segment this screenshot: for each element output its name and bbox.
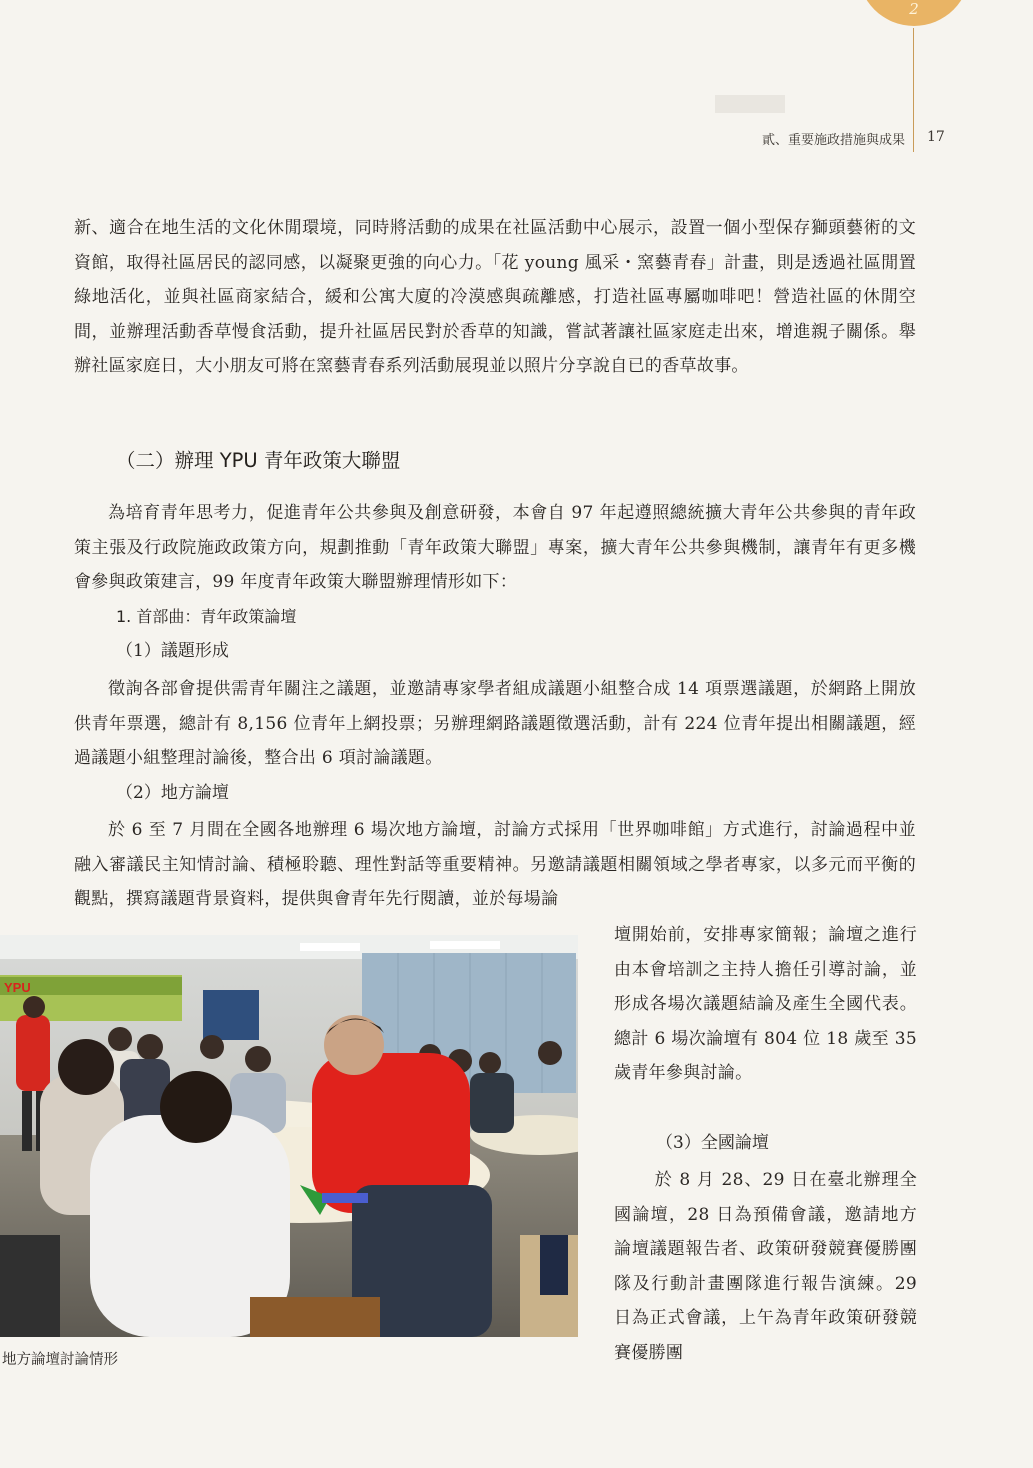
show-through-mark [715, 95, 785, 113]
sub2-paragraph: 於 6 至 7 月間在全國各地辦理 6 場次地方論壇，討論方式採用「世界咖啡館」方式進行，討論過程中並融入審議民主知情討論、積極聆聽、理性對話等重要精神。另邀請議題相關領域之學者專家，以多元而平衡的觀點，撰寫議題背景資料，提供與會青年先行閱讀，並於每場論 [74, 820, 916, 909]
part1-title: 1. 首部曲：青年政策論壇 [116, 607, 297, 626]
sub1-paragraph: 徵詢各部會提供需青年關注之議題，並邀請專家學者組成議題小組整合成 14 項票選議題，於網路上開放供青年票選，總計有 8,156 位青年上網投票；另辦理網路議題徵選活動，計有 224 位青年提出相關議題，經過議題小組整理討論後，整合出 6 項討論議題。 [74, 679, 916, 768]
sub2-title: （2）地方論壇 [116, 783, 229, 803]
sub3-title: （3）全國論壇 [656, 1133, 769, 1153]
banner-text: YPU [4, 980, 31, 995]
chapter-number: 2 [909, 0, 919, 18]
intro-paragraph: 新、適合在地生活的文化休閒環境，同時將活動的成果在社區活動中心展示，設置一個小型保存獅頭藝術的文資館，取得社區居民的認同感，以凝聚更強的向心力。「花 young 風采・窯藝青春」計畫，則是透過社區閒置綠地活化，並與社區商家結合，緩和公寓大廈的冷漠感與疏離感，打造社區專屬咖啡吧！營造社區的休閒空間，並辦理活動香草慢食活動，提升社區居民對於香草的知識，嘗試著讓社區家庭走出來，增進親子關係。舉辦社區家庭日，大小朋友可將在窯藝青春系列活動展現並以照片分享說自已的香草故事。 [74, 218, 916, 376]
section-heading: （二）辦理 YPU 青年政策大聯盟 [116, 449, 401, 472]
photo-caption: 地方論壇討論情形 [2, 1352, 118, 1368]
running-header: 貳、重要施政措施與成果 [761, 133, 905, 148]
forum-photo [0, 935, 578, 1337]
sub2-continuation: 壇開始前，安排專家簡報；論壇之進行由本會培訓之主持人擔任引導討論，並形成各場次議題結論及產生全國代表。總計 6 場次論壇有 804 位 18 歲至 35 歲青年參與討論。 [614, 925, 917, 1083]
header-divider [913, 28, 914, 152]
wall-board [203, 990, 259, 1040]
sub3-paragraph: 於 8 月 28、29 日在臺北辦理全國論壇，28 日為預備會議，邀請地方論壇議題報告者、政策研發競賽優勝團隊及行動計畫團隊進行報告演練。29 日為正式會議，上午為青年政策研發競賽優勝團 [614, 1170, 917, 1363]
chapter-tab [858, 0, 970, 26]
ypu-intro-paragraph: 為培育青年思考力，促進青年公共參與及創意研發，本會自 97 年起遵照總統擴大青年公共參與的青年政策主張及行政院施政政策方向，規劃推動「青年政策大聯盟」專案，擴大青年公共參與機制，讓青年有更多機會參與政策建言，99 年度青年政策大聯盟辦理情形如下： [74, 503, 916, 592]
page-number: 17 [927, 129, 945, 145]
sub1-title: （1）議題形成 [116, 641, 229, 661]
